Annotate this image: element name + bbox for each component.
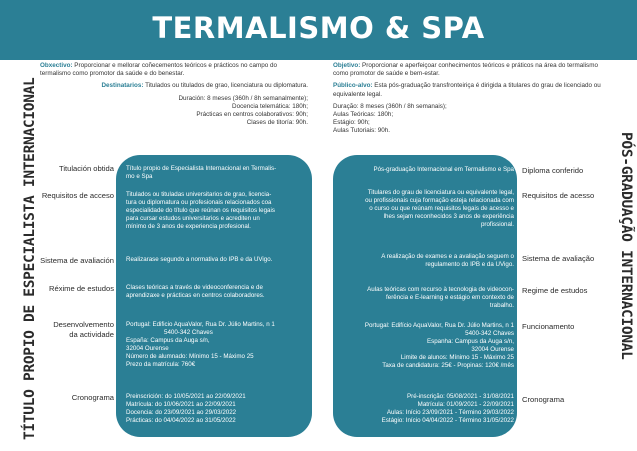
- text-line: Estágio: Início 04/04/2022 - Término 31/05/2022: [381, 417, 514, 424]
- text-line: Preinscrición: do 10/05/2021 ao 22/09/2021: [126, 393, 246, 400]
- value-study-regime: [338, 286, 514, 310]
- audience-label: Público-alvo:: [333, 82, 373, 90]
- objective-paragraph: [333, 62, 613, 78]
- audience-paragraph: [40, 82, 308, 90]
- text-line: 5400-342 Chaves: [465, 330, 514, 337]
- value-evaluation-system: Realizarase segundo a normativa do IPB e da UVigo.: [126, 256, 273, 263]
- text-line: para cursar estudos universitarios e acrediten un: [126, 215, 260, 222]
- text-line: mínimo de 3 anos de experiencia profesional.: [126, 223, 251, 230]
- text-line: Portugal: Edificio AquaValor, Rua Dr. Júlio Martins, n 1: [126, 321, 275, 328]
- label-diploma: Diploma conferido: [522, 166, 584, 175]
- text-line: Titulares do grau de licenciatura ou equivalente legal,: [367, 189, 514, 196]
- text-line: Docencia: do 23/09/2021 ao 29/03/2022: [126, 409, 237, 416]
- value-development: [126, 321, 304, 369]
- tutoring-line: Clases de titoría: 90h.: [246, 119, 308, 127]
- label-schedule: Cronograma: [522, 395, 565, 404]
- text-line: Título propio de Especialista Internacional en Termalis-: [126, 165, 277, 172]
- audience-paragraph: [333, 82, 613, 98]
- text-line: Número de alumnado: Mínimo 15 - Máximo 25: [126, 353, 254, 360]
- text-line: A realização de exames e a avaliação seguem o: [381, 253, 514, 260]
- tele-line: Docencia telemática: 180h;: [232, 102, 308, 110]
- text-line: o curso ou que reúnam requisitos legais de acesso e: [369, 205, 514, 212]
- label-study-regime: Réxime de estudos: [48, 284, 114, 293]
- label-schedule: Cronograma: [71, 393, 114, 402]
- text-line: Pré-inscrição: 05/08/2021 - 31/08/2021: [407, 393, 514, 400]
- text-line: trabalho.: [489, 302, 514, 309]
- intro-left: [40, 62, 308, 127]
- value-access-requirements: [338, 189, 514, 229]
- audience-text: Esta pós-graduação transfronteiriça é dirigida a titulares do grau de licenciado ou equivalente legal.: [333, 82, 601, 98]
- text-line: tura ou diplomatura ou profesionais relacionados coa: [126, 199, 272, 206]
- practice-line: Prácticas en centros colaborativos: 90h;: [196, 111, 308, 119]
- label-line: Desenvolvemento: [53, 320, 114, 329]
- text-line: Aulas teóricas com recurso à tecnologia de videocon-: [367, 286, 514, 293]
- side-title-right: PÓS-GRADUAÇÃO INTERNACIONAL: [618, 132, 634, 360]
- label-title-obtained: Titulación obtida: [58, 164, 114, 173]
- audience-label: Destinatarios:: [101, 82, 144, 90]
- value-evaluation-system: [338, 253, 514, 269]
- page-title: TERMALISMO & SPA: [152, 11, 485, 45]
- duration-block: [40, 95, 308, 128]
- text-line: Limite de alunos: Mínimo 15 - Máximo 25: [400, 354, 514, 361]
- text-line: España: Campus da Auga s/n,: [126, 337, 210, 344]
- duration-line: Duración: 8 meses (360h / 8h semanalmente);: [178, 94, 308, 102]
- value-schedule: [126, 393, 304, 425]
- text-line: ou profissionais cuja formação esteja relacionada com: [365, 197, 514, 204]
- theory-line: Aulas Teóricas: 180h;: [333, 111, 394, 119]
- text-line: Matrícula: 01/09/2021 - 22/09/2021: [417, 401, 514, 408]
- label-access-requirements: Requisitos de acesso: [522, 191, 595, 200]
- label-evaluation-system: Sistema de avaliación: [40, 256, 114, 265]
- objective-label: Objetivo:: [333, 62, 361, 69]
- text-line: mo e Spa: [126, 173, 153, 180]
- text-line: ferência e E-learning e estágio em contexto de: [386, 294, 514, 301]
- label-development: [30, 320, 114, 339]
- tutorials-line: Aulas Tutoriais: 90h.: [333, 127, 391, 135]
- value-schedule: [338, 393, 514, 425]
- header-banner: [0, 0, 637, 60]
- text-line: regulamento do IPB e da UVigo.: [425, 261, 514, 268]
- label-evaluation-system: Sistema de avaliação: [522, 254, 595, 263]
- internship-line: Estágio: 90h;: [333, 119, 370, 127]
- value-access-requirements: [126, 191, 304, 231]
- value-operation: [338, 322, 514, 370]
- side-title-left: TÍTULO PROPIO DE ESPECIALISTA INTERNACIONAL: [22, 77, 38, 440]
- objective-text: Proporcionar e aperfeiçoar conhecimentos teóricos e práticos na área do termalismo como promotor de saúde e bem-estar.: [333, 62, 598, 78]
- text-line: especialidade do título que reúnan os requisitos legais: [126, 207, 275, 214]
- text-line: Clases teóricas a través de videoconferencia e de: [126, 284, 263, 291]
- objective-paragraph: [40, 62, 308, 78]
- text-line: 32004 Ourense: [471, 346, 514, 353]
- text-line: lhes sejam reconhecidos 3 anos de experiência: [383, 213, 514, 220]
- text-line: Prácticas: do 04/04/2022 ao 31/05/2022: [126, 417, 236, 424]
- objective-text: Proporcionar e mellorar coñecementos teóricos e prácticos no campo do termalismo como promotor da saúde e do benestar.: [40, 62, 277, 78]
- text-line: Matrícula: do 10/06/2021 ao 22/09/2021: [126, 401, 236, 408]
- label-operation: Funcionamento: [522, 322, 575, 331]
- text-line: Prezo da matrícula: 760€: [126, 361, 196, 368]
- text-line: Taxa de candidatura: 25€ - Propinas: 120€ /mês: [382, 362, 514, 369]
- text-line: Portugal: Edifício AquaValor, Rua Dr. Júlio Martins, n 1: [364, 322, 514, 329]
- text-line: Titulados ou tituladas universitarios de grao, licencia-: [126, 191, 272, 198]
- text-line: Aulas: Início 23/09/2021 - Término 29/03/2022: [386, 409, 514, 416]
- value-title-obtained: [126, 165, 304, 181]
- text-line: Espanha: Campus da Auga s/n,: [426, 338, 514, 345]
- text-line: 32004 Ourense: [126, 345, 169, 352]
- objective-label: Obxectivo:: [40, 62, 73, 69]
- value-study-regime: [126, 284, 304, 300]
- text-line: 5400-342 Chaves: [164, 329, 213, 336]
- text-line: profissional.: [480, 221, 514, 228]
- intro-right: [333, 62, 613, 136]
- label-study-regime: Regime de estudos: [522, 286, 588, 295]
- text-line: aprendizaxe e prácticas en centros colaboradores.: [126, 292, 265, 299]
- value-diploma: Pós-graduação Internacional em Termalismo e Spa: [373, 166, 514, 173]
- label-line: da actividade: [69, 329, 114, 339]
- duration-block: [333, 103, 613, 136]
- label-access-requirements: Requisitos de acceso: [41, 191, 114, 200]
- duration-line: Duração: 8 meses (360h / 8h semanais);: [333, 102, 447, 110]
- audience-text: Titulados ou titulados de grao, licenciatura ou diplomatura.: [145, 82, 308, 90]
